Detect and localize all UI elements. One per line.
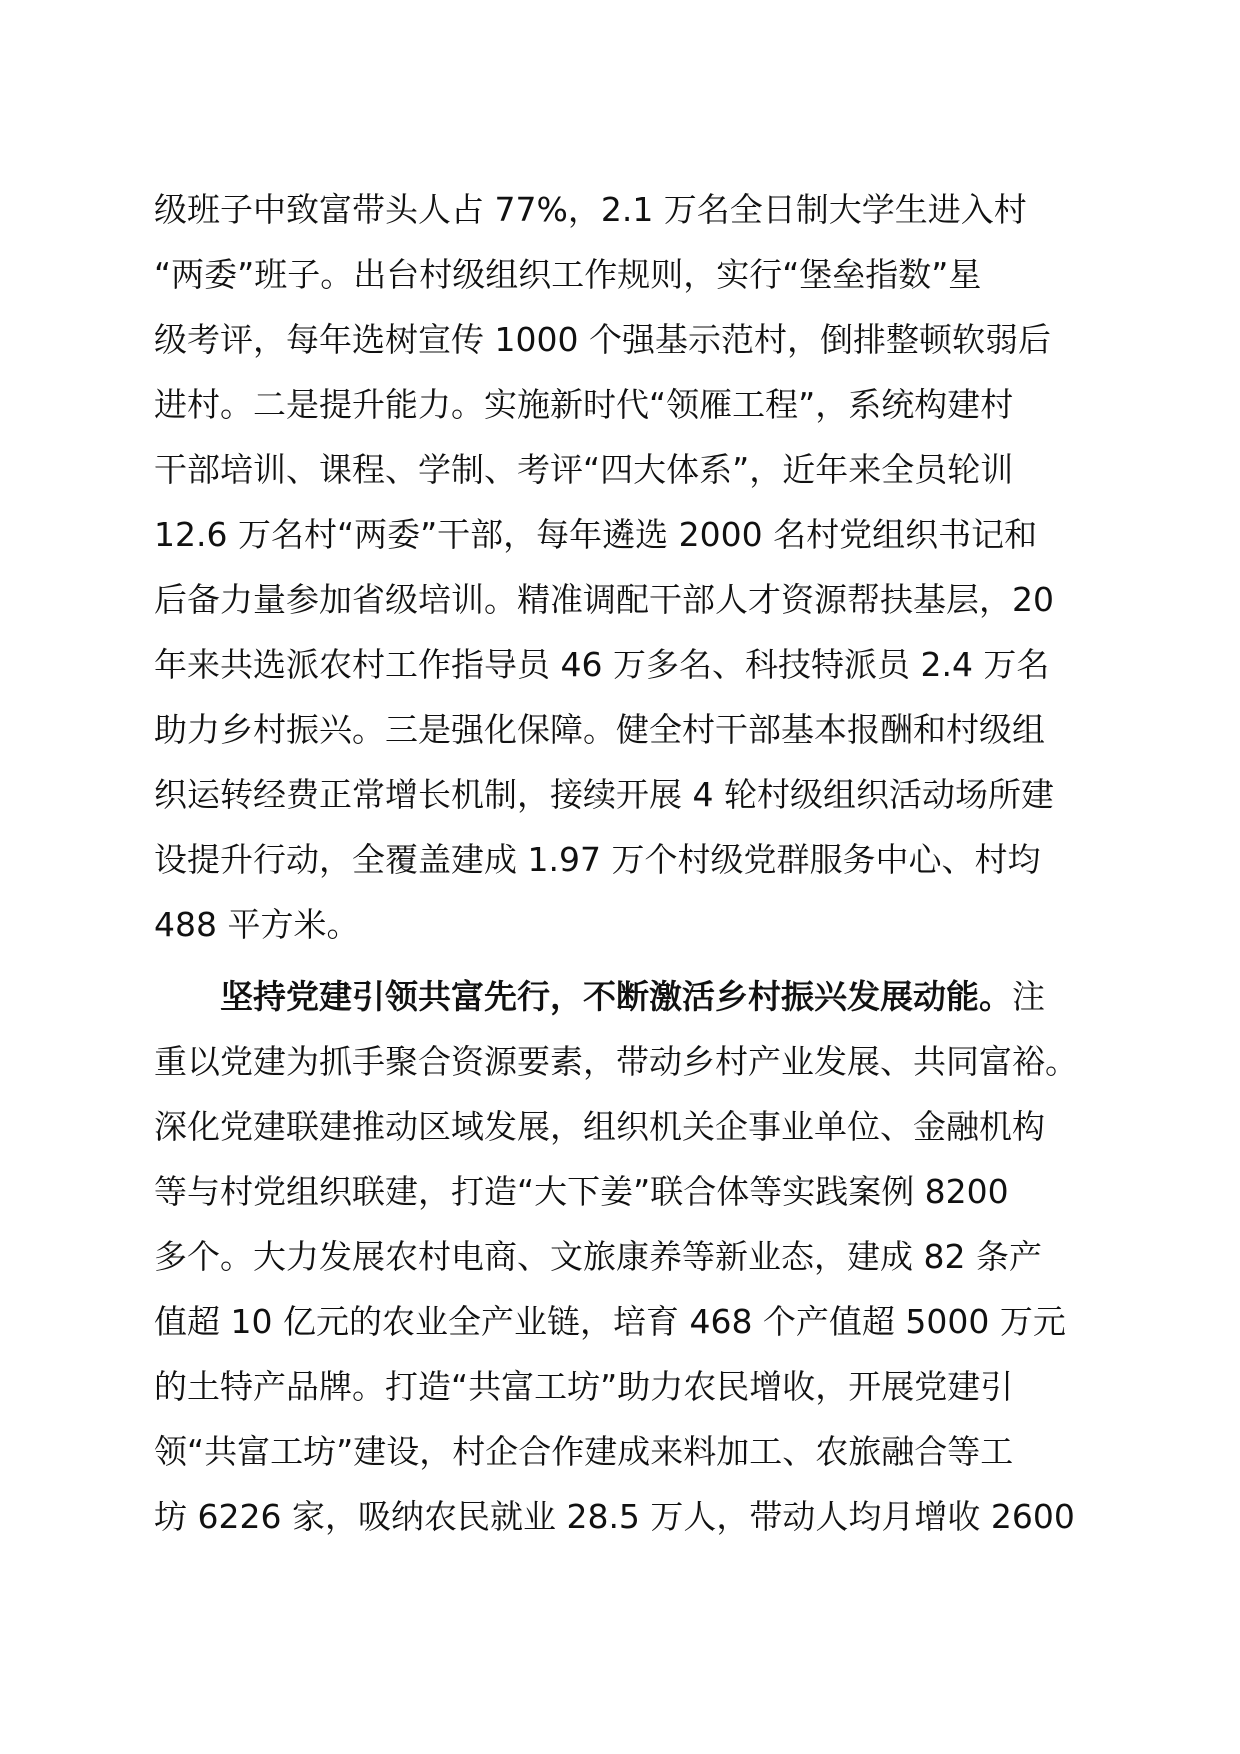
paragraph-line: 织运转经费正常增长机制，接续开展 4 轮村级组织活动场所建 xyxy=(154,775,1054,814)
paragraph-line: 的土特产品牌。打造“共富工坊”助力农民增收，开展党建引 xyxy=(154,1367,1014,1406)
paragraph-heading: 坚持党建引领共富先行，不断激活乡村振兴发展动能。 xyxy=(220,977,1012,1016)
paragraph-line: 重以党建为抓手聚合资源要素，带动乡村产业发展、共同富裕。 xyxy=(154,1042,1078,1081)
paragraph-line: “两委”班子。出台村级组织工作规则，实行“堡垒指数”星 xyxy=(154,255,982,294)
paragraph-first-line xyxy=(220,965,1045,1029)
paragraph-line: 坊 6226 家，吸纳农民就业 28.5 万人，带动人均月增收 2600 xyxy=(154,1497,1075,1536)
paragraph-line: 值超 10 亿元的农业全产业链，培育 468 个产值超 5000 万元 xyxy=(154,1302,1066,1341)
paragraph-line: 年来共选派农村工作指导员 46 万多名、科技特派员 2.4 万名 xyxy=(154,645,1050,684)
paragraph-line: 设提升行动，全覆盖建成 1.97 万个村级党群服务中心、村均 xyxy=(154,840,1041,879)
paragraph-line: 助力乡村振兴。三是强化保障。健全村干部基本报酬和村级组 xyxy=(154,710,1045,749)
paragraph-line: 级班子中致富带头人占 77%，2.1 万名全日制大学生进入村 xyxy=(154,190,1027,229)
paragraph-line: 12.6 万名村“两委”干部，每年遴选 2000 名村党组织书记和 xyxy=(154,515,1038,554)
paragraph-line: 级考评，每年选树宣传 1000 个强基示范村，倒排整顿软弱后 xyxy=(154,320,1051,359)
paragraph-line: 488 平方米。 xyxy=(154,905,360,944)
paragraph-line: 深化党建联建推动区域发展，组织机关企事业单位、金融机构 xyxy=(154,1107,1045,1146)
paragraph-line: 等与村党组织联建，打造“大下姜”联合体等实践案例 8200 xyxy=(154,1172,1009,1211)
paragraph-line: 干部培训、课程、学制、考评“四大体系”，近年来全员轮训 xyxy=(154,450,1014,489)
paragraph-line: 后备力量参加省级培训。精准调配干部人才资源帮扶基层，20 xyxy=(154,580,1054,619)
paragraph-line: 领“共富工坊”建设，村企合作建成来料加工、农旅融合等工 xyxy=(154,1432,1014,1471)
paragraph-line: 多个。大力发展农村电商、文旅康养等新业态，建成 82 条产 xyxy=(154,1237,1042,1276)
paragraph-heading-tail: 注 xyxy=(1012,977,1045,1016)
paragraph-line: 进村。二是提升能力。实施新时代“领雁工程”，系统构建村 xyxy=(154,385,1014,424)
